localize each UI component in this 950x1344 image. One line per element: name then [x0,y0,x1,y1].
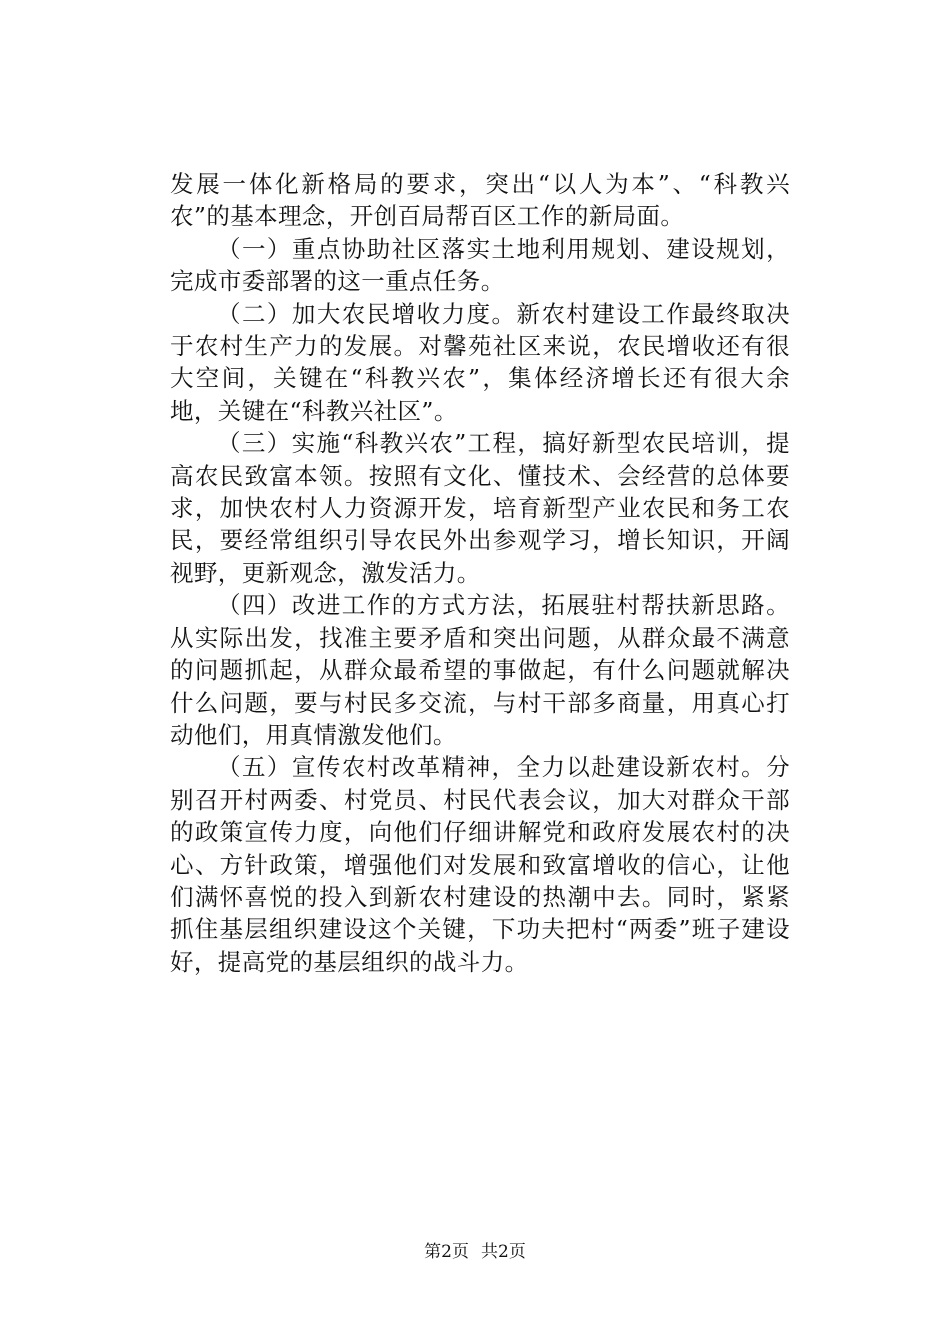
paragraph-item-3: （三）实施“科教兴农”工程，搞好新型农民培训，提高农民致富本领。按照有文化、懂技术、会经营的总体要求，加快农村人力资源开发，培育新型产业农民和务工农民，要经常组织引导农民外出参观学习，增长知识，开阔视野，更新观念，激发活力。 [170,429,790,587]
page-number: 第2页 [424,1242,469,1262]
page-footer [0,1241,950,1263]
paragraph-item-5: （五）宣传农村改革精神，全力以赴建设新农村。分别召开村两委、村党员、村民代表会议，加大对群众干部的政策宣传力度，向他们仔细讲解党和政府发展农村的决心、方针政策，增强他们对发展和致富增收的信心，让他们满怀喜悦的投入到新农村建设的热潮中去。同时，紧紧抓住基层组织建设这个关键，下功夫把村“两委”班子建设好，提高党的基层组织的战斗力。 [170,753,790,976]
page-total: 共2页 [481,1242,526,1262]
paragraph-intro: 发展一体化新格局的要求，突出“以人为本”、“科教兴农”的基本理念，开创百局帮百区工作的新局面。 [170,170,790,231]
paragraph-item-1: （一）重点协助社区落实土地利用规划、建设规划，完成市委部署的这一重点任务。 [170,234,790,296]
document-body [170,168,790,978]
paragraph-item-2: （二）加大农民增收力度。新农村建设工作最终取决于农村生产力的发展。对馨苑社区来说，农民增收还有很大空间，关键在“科教兴农”，集体经济增长还有很大余地，关键在“科教兴社区”。 [170,299,790,425]
paragraph-item-4: （四）改进工作的方式方法，拓展驻村帮扶新思路。从实际出发，找准主要矛盾和突出问题，从群众最不满意的问题抓起，从群众最希望的事做起，有什么问题就解决什么问题，要与村民多交流，与村干部多商量，用真心打动他们，用真情激发他们。 [170,591,790,749]
